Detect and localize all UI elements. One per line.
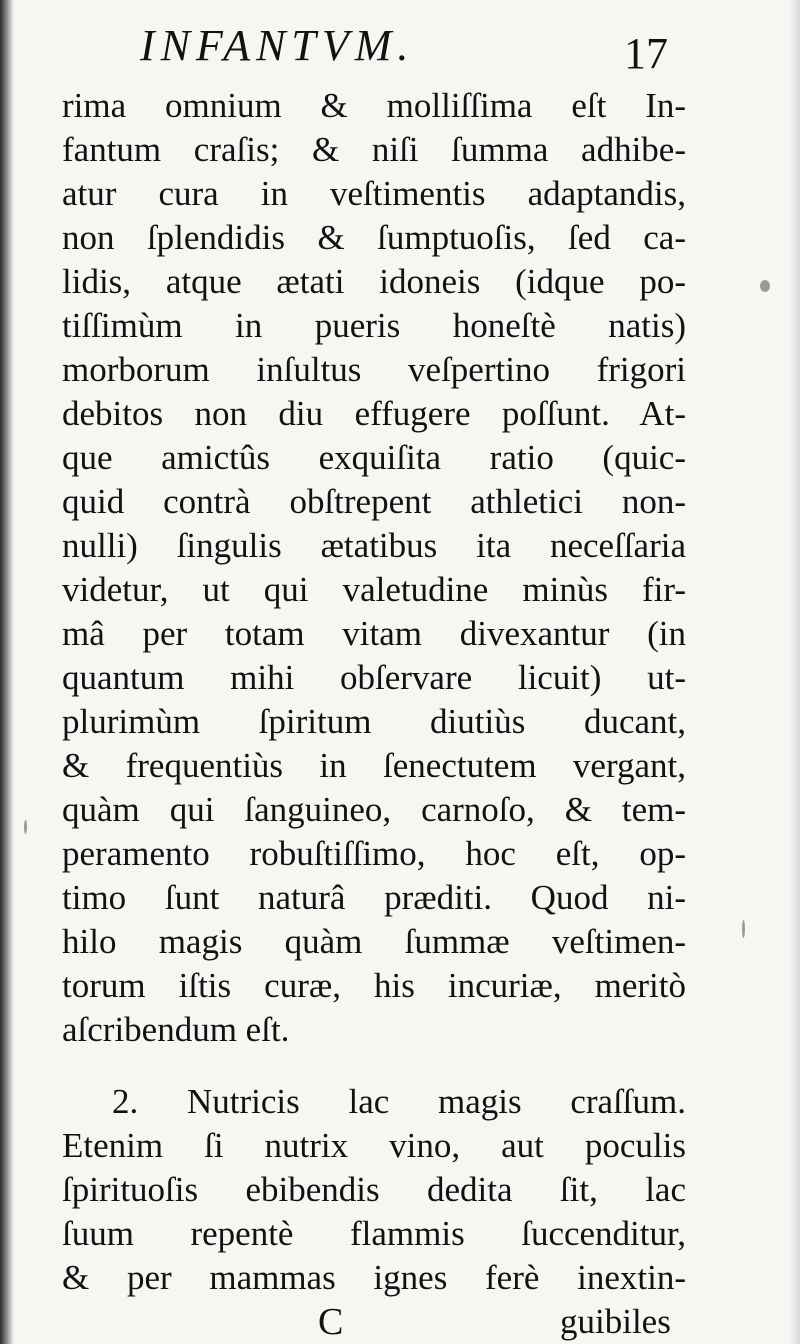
- text-line: videtur, ut qui valetudine minùs fir-: [62, 570, 686, 609]
- text-line: & per mammas ignes ferè inextin-: [62, 1258, 686, 1297]
- text-line: torum iſtis curæ, his incuriæ, meritò: [62, 966, 686, 1005]
- text-line: atur cura in veſtimentis adaptandis,: [62, 174, 686, 213]
- text-line: & frequentiùs in ſenectutem vergant,: [62, 746, 686, 785]
- paper-speck: [24, 820, 27, 834]
- text-line: ſuum repentè flammis ſuccenditur,: [62, 1214, 686, 1253]
- text-line: debitos non diu effugere poſſunt. At-: [62, 394, 686, 433]
- text-line: tiſſimùm in pueris honeſtè natis): [62, 306, 686, 345]
- text-line: plurimùm ſpiritum diutiùs ducant,: [62, 702, 686, 741]
- text-line: timo ſunt naturâ præditi. Quod ni-: [62, 878, 686, 917]
- text-line: 2. Nutricis lac magis craſſum.: [112, 1082, 686, 1121]
- text-line: morborum inſultus veſpertino frigori: [62, 350, 686, 389]
- page-edge: [790, 0, 800, 1344]
- signature-mark: C: [318, 1301, 344, 1343]
- text-line: quàm qui ſanguineo, carnoſo, & tem-: [62, 790, 686, 829]
- catchword: guibiles: [560, 1302, 671, 1341]
- text-line: que amictûs exquiſita ratio (quic-: [62, 438, 686, 477]
- paper-speck: [760, 280, 770, 292]
- text-line: Etenim ſi nutrix vino, aut poculis: [62, 1126, 686, 1165]
- paper-speck: [742, 920, 745, 938]
- text-line: hilo magis quàm ſummæ veſtimen-: [62, 922, 686, 961]
- text-line: ſpirituoſis ebibendis dedita ſit, lac: [62, 1170, 686, 1209]
- text-line: quid contrà obſtrepent athletici non-: [62, 482, 686, 521]
- page-gutter-shadow: [0, 0, 14, 1344]
- text-line: rima omnium & molliſſima eſt In-: [62, 86, 686, 125]
- text-line: mâ per totam vitam divexantur (in: [62, 614, 686, 653]
- page-number: 17: [624, 29, 668, 78]
- running-title: INFANTVM.: [140, 21, 415, 70]
- text-line: peramento robuſtiſſimo, hoc eſt, op-: [62, 834, 686, 873]
- text-line: non ſplendidis & ſumptuoſis, ſed ca-: [62, 218, 686, 257]
- text-line: aſcribendum eſt.: [62, 1010, 290, 1049]
- text-line: lidis, atque ætati idoneis (idque po-: [62, 262, 686, 301]
- text-line: nulli) ſingulis ætatibus ita neceſſaria: [62, 526, 686, 565]
- text-line: quantum mihi obſervare licuit) ut-: [62, 658, 686, 697]
- text-line: fantum craſis; & niſi ſumma adhibe-: [62, 130, 686, 169]
